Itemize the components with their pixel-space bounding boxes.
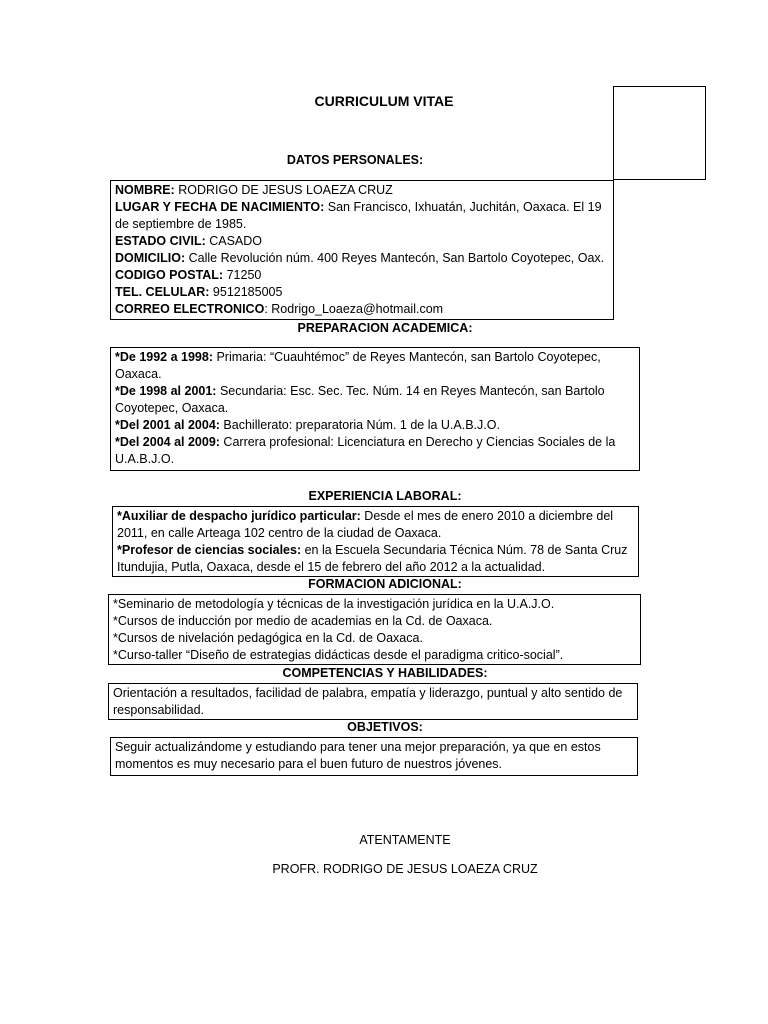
personal-row: CORREO ELECTRONICO: Rodrigo_Loaeza@hotmail.com [115,302,444,316]
experience-row: *Profesor de ciencias sociales: en la Escuela Secundaria Técnica Núm. 78 de Santa Cruz Itundujia, Putla, Oaxaca, desde el 15 de febrero del año 2012 a la actualidad. [117,543,628,574]
personal-row: DOMICILIO: Calle Revolución núm. 400 Reyes Mantecón, San Bartolo Coyotepec, Oax. [115,251,605,265]
closing-text: ATENTAMENTE [359,833,451,847]
page-title: CURRICULUM VITAE [314,93,454,109]
experience-box [112,506,639,577]
section-heading-academica: PREPARACION ACADEMICA: [297,321,473,335]
personal-row: NOMBRE: RODRIGO DE JESUS LOAEZA CRUZ [115,183,393,197]
objetivos-text: Seguir actualizándome y estudiando para tener una mejor preparación, ya que en estos momentos es muy necesario para el buen futuro de nuestros jóvenes. [115,740,601,771]
competencias-text: Orientación a resultados, facilidad de palabra, empatía y liderazgo, puntual y alto sentido de responsabilidad. [113,686,623,717]
section-heading-datos: DATOS PERSONALES: [286,153,424,167]
academic-box [110,347,640,471]
competencias-box [108,683,638,720]
section-heading-experiencia: EXPERIENCIA LABORAL: [308,489,462,503]
personal-row: CODIGO POSTAL: 71250 [115,268,262,282]
experience-row: *Auxiliar de despacho jurídico particular: Desde el mes de enero 2010 a diciembre del 2011, en calle Arteaga 102 centro de la ciudad de Oaxaca. [117,509,614,540]
formacion-item: *Cursos de nivelación pedagógica en la Cd. de Oaxaca. [113,631,423,645]
formacion-box [108,594,641,665]
academic-row: *Del 2004 al 2009: Carrera profesional: Licenciatura en Derecho y Ciencias Sociales de la U.A.B.J.O. [115,435,616,466]
personal-row: TEL. CELULAR: 9512185005 [115,285,283,299]
objetivos-box [110,737,638,776]
academic-row: *Del 2001 al 2004: Bachillerato: preparatoria Núm. 1 de la U.A.B.J.O. [115,418,500,432]
formacion-item: *Curso-taller “Diseño de estrategias didácticas desde el paradigma critico-social”. [113,648,564,662]
personal-data-box [110,180,614,320]
academic-row: *De 1998 al 2001: Secundaria: Esc. Sec. Tec. Núm. 14 en Reyes Mantecón, san Bartolo Coyotepec, Oaxaca. [115,384,605,415]
academic-row: *De 1992 a 1998: Primaria: “Cuauhtémoc” de Reyes Mantecón, san Bartolo Coyotepec, Oaxaca. [115,350,601,381]
formacion-item: *Seminario de metodología y técnicas de la investigación jurídica en la U.A.J.O. [113,597,555,611]
formacion-item: *Cursos de inducción por medio de academias en la Cd. de Oaxaca. [113,614,493,628]
section-heading-competencias: COMPETENCIAS Y HABILIDADES: [282,666,488,680]
personal-row: ESTADO CIVIL: CASADO [115,234,263,248]
personal-row: LUGAR Y FECHA DE NACIMIENTO: San Francisco, Ixhuatán, Juchitán, Oaxaca. El 19 de septiembre de 1985. [115,200,602,231]
section-heading-objetivos: OBJETIVOS: [347,720,423,734]
section-heading-formacion: FORMACION ADICIONAL: [308,577,462,591]
signature-text: PROFR. RODRIGO DE JESUS LOAEZA CRUZ [272,862,538,876]
